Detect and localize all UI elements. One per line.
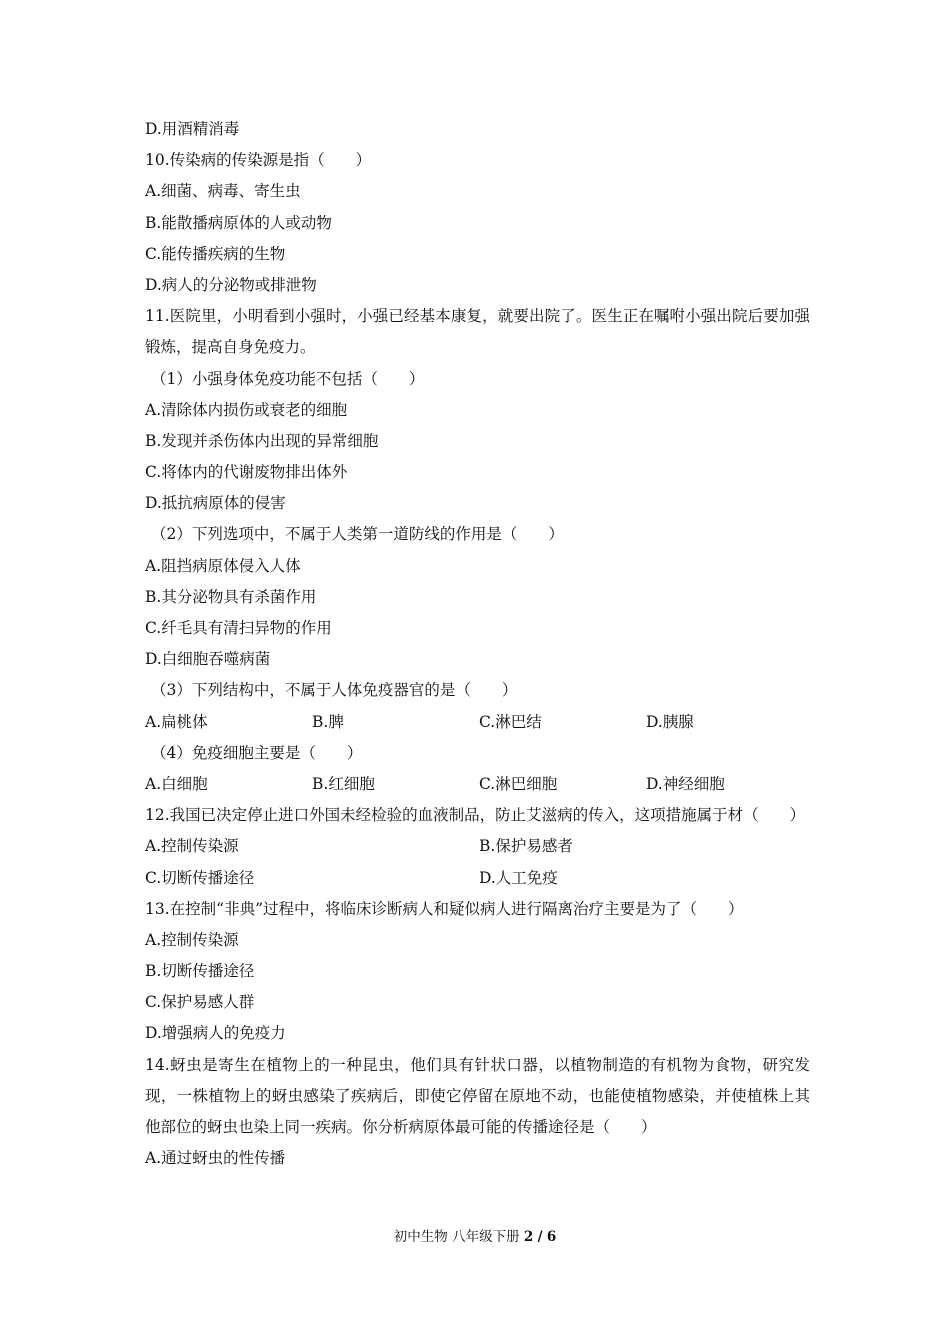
page-number: 2 <box>523 1229 534 1245</box>
option-b: B.脾 <box>312 712 344 731</box>
question-12: 12.我国已决定停止进口外国未经检验的血液制品，防止艾滋病的传入，这项措施属于材（ ） <box>145 806 806 825</box>
page-separator: / <box>537 1229 543 1245</box>
option-line: D.抵抗病原体的侵害 <box>145 494 286 513</box>
option-d: D.胰腺 <box>646 712 694 731</box>
option-line: C.纤毛具有清扫异物的作用 <box>145 619 332 638</box>
option-line: B.发现并杀伤体内出现的异常细胞 <box>145 431 379 450</box>
options-row <box>145 831 810 862</box>
option-line: A.细菌、病毒、寄生虫 <box>145 182 301 201</box>
option-b: B.保护易感者 <box>479 837 573 856</box>
question-10: 10.传染病的传染源是指（ ） <box>145 151 372 170</box>
page-total: 6 <box>546 1229 557 1245</box>
option-d: D.神经细胞 <box>646 774 725 793</box>
option-line: D.病人的分泌物或排泄物 <box>145 275 317 294</box>
question-14: 14.蚜虫是寄生在植物上的一种昆虫，他们具有针状口器，以植物制造的有机物为食物，研究发现，一株植物上的蚜虫感染了疾病后，即使它停留在原地不动，也能使植物感染，并使植株上其他部位的蚜虫也染上同一疾病。你分析病原体最可能的传播途径是（ ） <box>145 1055 810 1137</box>
option-line: A.控制传染源 <box>145 930 239 949</box>
question-11-3: （3）下列结构中，不属于人体免疫器官的是（ ） <box>151 681 518 700</box>
option-line: A.通过蚜虫的性传播 <box>145 1149 286 1168</box>
option-line: B.其分泌物具有杀菌作用 <box>145 587 317 606</box>
option-c: C.淋巴结 <box>479 712 542 731</box>
option-d: D.人工免疫 <box>479 868 558 887</box>
document-body <box>145 114 810 1174</box>
question-13: 13.在控制“非典”过程中，将临床诊断病人和疑似病人进行隔离治疗主要是为了（ ） <box>145 899 744 918</box>
option-line: D.用酒精消毒 <box>145 120 240 138</box>
option-line: D.增强病人的免疫力 <box>145 1024 286 1043</box>
options-row <box>145 863 810 894</box>
options-row <box>145 707 810 738</box>
option-line: A.阻挡病原体侵入人体 <box>145 556 301 575</box>
option-line: B.能散播病原体的人或动物 <box>145 213 332 232</box>
option-a: A.扁桃体 <box>145 712 208 731</box>
question-11-4: （4）免疫细胞主要是（ ） <box>151 743 363 762</box>
option-line: C.保护易感人群 <box>145 993 255 1012</box>
question-11: 11.医院里，小明看到小强时，小强已经基本康复，就要出院了。医生正在嘱咐小强出院后要加强锻炼，提高自身免疫力。 <box>145 307 810 357</box>
question-11-2: （2）下列选项中，不属于人类第一道防线的作用是（ ） <box>151 525 564 544</box>
option-line: B.切断传播途径 <box>145 962 255 981</box>
option-line: C.能传播疾病的生物 <box>145 244 286 263</box>
option-c: C.淋巴细胞 <box>479 774 558 793</box>
footer-label: 初中生物 八年级下册 <box>393 1229 520 1245</box>
question-11-1: （1）小强身体免疫功能不包括（ ） <box>151 369 425 388</box>
option-c: C.切断传播途径 <box>145 868 255 887</box>
options-row <box>145 769 810 800</box>
page-footer <box>0 1227 950 1247</box>
option-line: D.白细胞吞噬病菌 <box>145 650 271 669</box>
option-a: A.白细胞 <box>145 774 208 793</box>
option-line: A.清除体内损伤或衰老的细胞 <box>145 400 348 419</box>
option-a: A.控制传染源 <box>145 837 239 856</box>
option-line: C.将体内的代谢废物排出体外 <box>145 463 348 482</box>
option-b: B.红细胞 <box>312 774 375 793</box>
